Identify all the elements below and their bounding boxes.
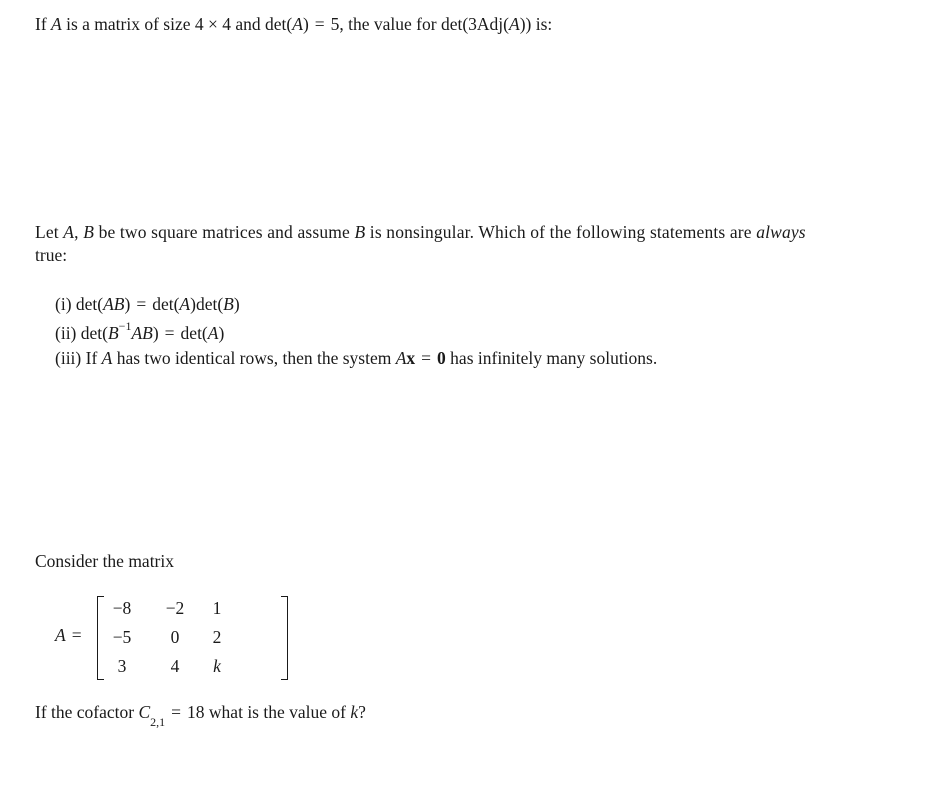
s2-text: ) <box>152 322 159 343</box>
s1-text: (i) det( <box>55 294 104 314</box>
s2-inverse-sup: −1 <box>118 319 132 333</box>
q2-var-b: B <box>83 222 95 242</box>
statement-3 <box>55 348 657 369</box>
s2-var: AB <box>131 322 153 343</box>
s1-var: A <box>179 294 191 314</box>
s3-text: has two identical rows, then the system <box>112 348 396 368</box>
q1-text: If <box>35 14 52 34</box>
question-3-intro: Consider the matrix <box>35 551 175 571</box>
q2-text: be two square matrices and assume <box>94 222 355 242</box>
s2-var: B <box>107 322 119 343</box>
matrix-cell: 3 <box>117 656 127 676</box>
s3-zero-vector: 0 <box>437 348 446 368</box>
q1-text: 5, the value for det(3Adj( <box>330 14 509 34</box>
s1-var: AB <box>103 294 125 314</box>
q1-equals: = <box>314 14 325 34</box>
q3-cofactor-sub: 2,1 <box>150 714 166 729</box>
q1-text: ) <box>302 14 309 34</box>
q1-var-a: A <box>508 14 520 34</box>
matrix-label <box>55 625 88 646</box>
s1-text: )det( <box>190 294 224 314</box>
matrix-cell: 4 <box>170 656 180 676</box>
question-2-line-2: true: <box>35 245 68 265</box>
s1-text: det( <box>152 294 180 314</box>
s3-var: A <box>101 348 113 368</box>
s1-text: ) <box>233 294 240 314</box>
matrix-equals: = <box>71 625 82 645</box>
s2-var: A <box>207 322 219 343</box>
q3-text: ? <box>358 702 366 722</box>
q3-cofactor: C <box>138 702 151 722</box>
s3-text: (iii) If <box>55 348 102 368</box>
s2-text: ) <box>218 322 225 343</box>
q2-always: always <box>756 222 806 242</box>
question-3-prompt <box>35 702 366 727</box>
s3-var: A <box>395 348 407 368</box>
q1-var-a: A <box>292 14 303 34</box>
q2-text: Let <box>35 222 64 242</box>
s3-text: has infinitely many solutions. <box>445 348 658 368</box>
question-1 <box>35 14 552 35</box>
s1-var: B <box>223 294 234 314</box>
matrix-cell: 2 <box>212 627 222 647</box>
s2-text: det( <box>180 322 208 343</box>
matrix-cell: k <box>213 656 221 676</box>
statement-2 <box>55 321 224 344</box>
q2-var-b: B <box>354 222 366 242</box>
question-2-line-1 <box>35 222 806 243</box>
q1-text: )) is: <box>519 14 553 34</box>
statement-1 <box>55 294 240 315</box>
q2-text: , <box>74 222 84 242</box>
q1-text: is a matrix of size 4 × 4 and det( <box>61 14 293 34</box>
q2-text: is nonsingular. Which of the following statements are <box>365 222 757 242</box>
s2-text: (ii) det( <box>55 322 108 343</box>
s2-equals: = <box>164 322 175 343</box>
right-bracket <box>281 596 288 680</box>
matrix-cell: 1 <box>212 598 222 618</box>
s3-vector-x: x <box>406 348 416 368</box>
matrix-cell: −8 <box>112 598 132 618</box>
q3-var-k: k <box>350 702 359 722</box>
matrix-cell: 0 <box>170 627 180 647</box>
s3-equals: = <box>421 348 432 368</box>
s1-text: ) <box>124 294 131 314</box>
q1-var-a: A <box>51 14 62 34</box>
s1-equals: = <box>136 294 147 314</box>
matrix-cell: −2 <box>165 598 185 618</box>
q3-text: 18 what is the value of <box>187 702 351 722</box>
q3-text: If the cofactor <box>35 702 139 722</box>
matrix-cell: −5 <box>112 627 132 647</box>
matrix-var-a: A <box>55 625 66 645</box>
q2-var-a: A <box>63 222 75 242</box>
q3-equals: = <box>171 702 182 722</box>
